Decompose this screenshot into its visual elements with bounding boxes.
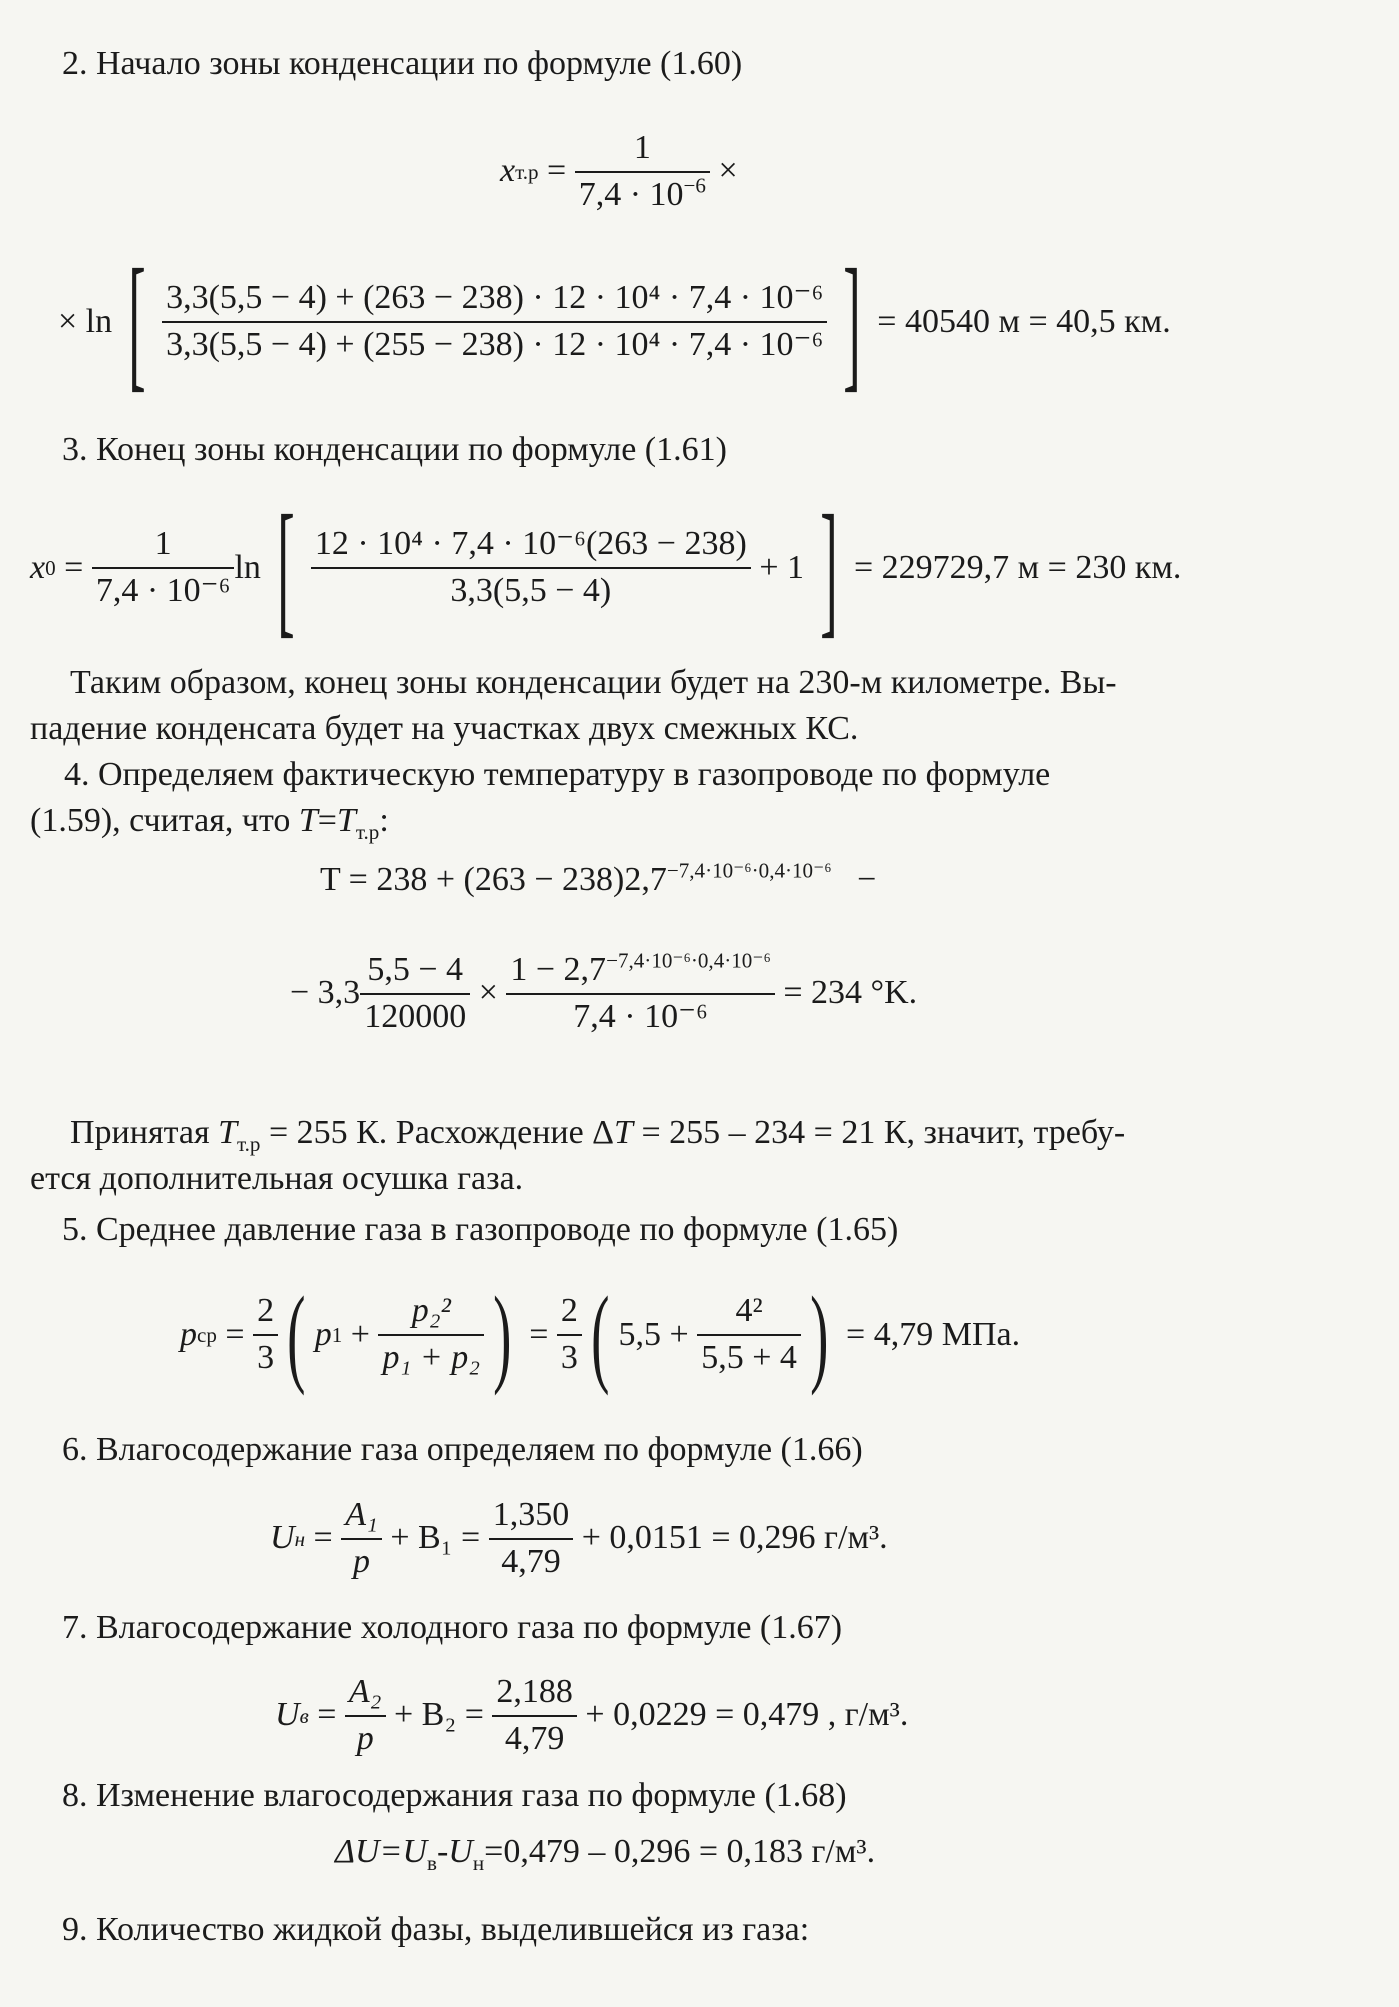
fraction: $\frac{\text{3,3(5,5 − 4) + (263 − 238) · 12 · 10⁴ · 7,4 · 10⁻⁶}}{\text{3,3(5,5 − 4) + (255 − 238) · 12 · 10⁴ · 7,4 · 10⁻⁶}}$ [162,278,827,366]
fraction: $\frac{\text{p₂²}}{\text{p₁ + p₂}}$ [378,1291,484,1379]
item-8-heading: 8. Изменение влагосодержания газа по формуле (1.68) [62,1777,847,1814]
fraction: $\frac{2}{3}$ [557,1291,582,1379]
item-2-heading: 2. Начало зоны конденсации по формуле (1.60) [62,45,743,82]
item-5-heading: 5. Среднее давление газа в газопроводе по формуле (1.65) [62,1211,899,1248]
formula-mean-pressure: p cp = $\frac{2}{3}$ ( p 1 + $\frac{\text{p₂²}}{\text{p₁ + p₂}}$ ) = $\frac{2}{3}$ ( 5,5 + $\frac{\text{4²}}{5,5 + 4}$ ) = 4,79 МПа. [180,1274,1021,1396]
item-6-heading: 6. Влагосодержание газа определяем по формуле (1.66) [62,1431,863,1468]
formula-condensation-start-line2: × ln [ $\frac{\text{3,3(5,5 − 4) + (263 − 238) · 12 · 10⁴ · 7,4 · 10⁻⁶}}{\text{3,3(5,5 − 4) + (255 − 238) · 12 · 10⁴ · 7,4 · 10⁻⁶}}$ ] = 40540 м = 40,5 км. [58,239,1171,405]
item-7-heading: 7. Влагосодержание холодного газа по формуле (1.67) [62,1609,843,1646]
formula-moisture-content: U н = $\frac{\text{A₁}}{p}$ + B₁ = $\frac{1,350}{4,79}$ + 0,0151 = 0,296 г/м³. [270,1495,888,1583]
item-9-heading: 9. Количество жидкой фазы, выделившейся из газа: [62,1911,810,1948]
formula-moisture-change: $\Delta U=U_в-U_н=0,479 - 0,296 = 0,183$ г/м³. [335,1833,876,1875]
formula-cold-gas-moisture: U в = $\frac{\text{A₂}}{p}$ + B₂ = $\frac{2,188}{4,79}$ + 0,0229 = 0,479 , г/м³. [275,1672,908,1760]
fraction: $\frac{\text{4²}}{5,5 + 4}$ [697,1291,801,1379]
fraction: $\frac{\text{A₂}}{p}$ [345,1672,386,1760]
item-4-heading: 4. Определяем фактическую температуру в газопроводе по формуле (1.59), считая, что $T=T_{т.р}$: [30,756,1051,844]
fraction: $\frac{2,188}{4,79}$ [492,1672,577,1760]
fraction: $\frac{1}{\text{7,4 · 10⁻⁶}}$ [92,524,235,612]
fraction: $\frac{1 - 2,7^{-7,4\cdot 10^{-6}\cdot 0,4\cdot 10^{-6}}}{\text{7,4 · 10⁻⁶}}$ [506,950,774,1038]
fraction: $\frac{2}{3}$ [253,1291,278,1379]
conclusion-paragraph: Таким образом, конец зоны конденсации будет на 230-м километре. Вы- падение конденсата будет на участках двух смежных КС. [30,664,1117,747]
formula-actual-temperature-line1: $T = 238 + (263 - 238)2,7^{-7,4\cdot 10^{-6}\cdot 0,4\cdot 10^{-6}}$ − [320,858,877,898]
formula-actual-temperature-line2: − 3,3 $\frac{5,5 - 4}{120000}$ × $\frac{1 - 2,7^{-7,4\cdot 10^{-6}\cdot 0,4\cdot 10^{-6}}}{\text{7,4 · 10⁻⁶}}$ = 234 °K. [290,950,917,1038]
accepted-temperature-paragraph: Принятая $T_{т.р} = 255$ К. Расхождение ΔT = 255 – 234 = 21 К, значит, требу- ется дополнительная осушка газа. [30,1114,1126,1197]
fraction: $\frac{5,5 - 4}{120000}$ [360,950,470,1038]
fraction: $\frac{1}{7,4 \cdot 10^{-6}}$ [575,128,710,216]
fraction: $\frac{\text{A₁}}{p}$ [341,1495,382,1583]
formula-condensation-end: x 0 = $\frac{1}{\text{7,4 · 10⁻⁶}}$ ln [ $\frac{\text{12 · 10⁴ · 7,4 · 10⁻⁶(263 − 238)}}{3,3(5,5 - 4)}$ + 1 ] = 229729,7 м = 230 км. [30,485,1182,651]
formula-condensation-start-line1: x т.р = $\frac{1}{7,4 \cdot 10^{-6}}$ × [500,128,738,216]
item-3-heading: 3. Конец зоны конденсации по формуле (1.61) [62,431,727,468]
fraction: $\frac{\text{12 · 10⁴ · 7,4 · 10⁻⁶(263 − 238)}}{3,3(5,5 - 4)}$ [311,524,751,612]
fraction: $\frac{1,350}{4,79}$ [489,1495,574,1583]
